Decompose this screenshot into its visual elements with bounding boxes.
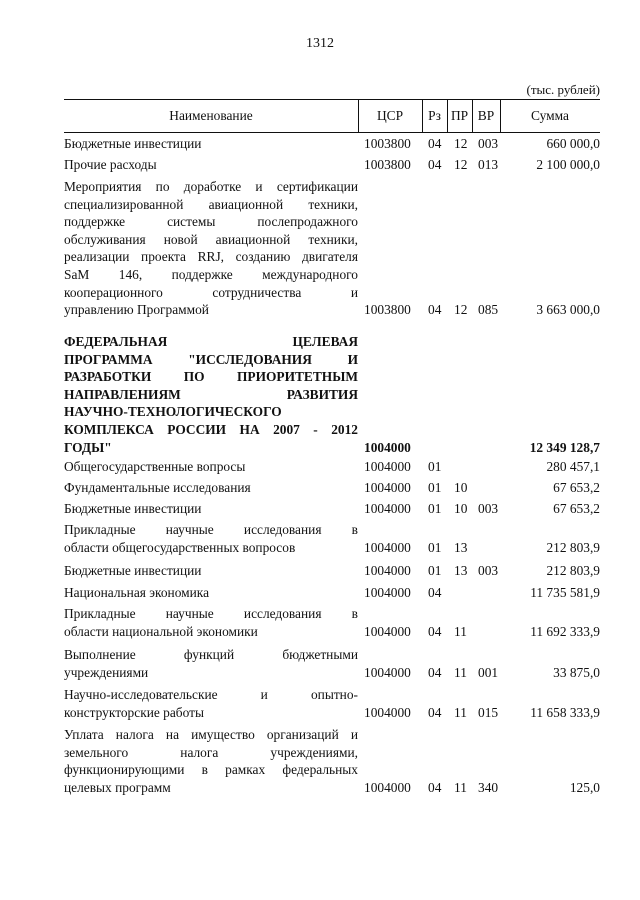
row-name-line: реализации проекта RRJ, созданию двигателя	[64, 249, 358, 265]
row-csr: 1004000	[364, 539, 411, 555]
row-name-line: Уплата налога на имущество организаций и	[64, 727, 358, 742]
header-csr: ЦСР	[376, 108, 404, 123]
row-name-line: области национальной экономики	[64, 623, 258, 639]
row-sum: 212 803,9	[546, 539, 600, 555]
row-name-line: Прикладные научные исследования в	[64, 522, 358, 537]
row-name	[64, 178, 358, 319]
row-vr: 001	[478, 664, 499, 680]
row-sum: 33 875,0	[553, 664, 600, 680]
row-sum: 280 457,1	[546, 459, 600, 474]
row-name-line: ФЕДЕРАЛЬНАЯ ЦЕЛЕВАЯ	[64, 334, 358, 349]
table-row	[64, 646, 600, 681]
row-csr: 1004000	[364, 704, 411, 720]
row-sum: 125,0	[569, 779, 600, 795]
row-csr: 1004000	[364, 459, 411, 474]
row-rz: 01	[428, 563, 442, 578]
row-pr: 10	[454, 501, 468, 516]
row-name	[64, 686, 358, 721]
row-vr: 003	[478, 563, 499, 578]
table-header	[64, 99, 600, 133]
row-csr: 1003800	[364, 136, 411, 151]
row-csr: 1003800	[364, 157, 411, 172]
row-name-line: кооперационного сотрудничества и	[64, 284, 358, 300]
row-csr: 1004000	[364, 623, 411, 639]
row-name-line: обслуживания новой авиационной техники,	[64, 231, 358, 247]
row-sum: 67 653,2	[553, 501, 600, 516]
row-sum: 11 692 333,9	[530, 623, 600, 639]
row-sum: 67 653,2	[553, 480, 600, 495]
row-name	[64, 726, 358, 796]
row-name	[64, 605, 358, 640]
row-name	[64, 333, 358, 456]
row-pr: 11	[454, 779, 467, 795]
row-name-line: Общегосударственные вопросы	[64, 459, 246, 474]
table-row	[64, 333, 600, 456]
row-name	[64, 135, 358, 153]
row-vr: 085	[478, 302, 499, 318]
units-label: (тыс. рублей)	[526, 82, 600, 97]
row-sum: 3 663 000,0	[536, 302, 600, 318]
row-name-line: Прочие расходы	[64, 157, 157, 172]
row-name-line: учреждениями	[64, 664, 149, 680]
row-rz: 04	[428, 704, 442, 720]
header-vr: ВР	[477, 108, 495, 123]
row-pr: 12	[454, 302, 468, 318]
page-number: 1312	[306, 36, 334, 51]
row-pr: 11	[454, 623, 467, 639]
row-csr: 1004000	[364, 585, 411, 600]
row-name-line: специализированной авиационной техники,	[64, 196, 358, 212]
row-sum: 11 658 333,9	[530, 704, 600, 720]
row-pr: 11	[454, 704, 467, 720]
row-name	[64, 500, 358, 518]
row-name-line: Мероприятия по доработке и сертификации	[64, 179, 358, 194]
row-name	[64, 584, 358, 602]
row-vr: 003	[478, 501, 499, 516]
header-rz: Рз	[428, 108, 441, 123]
row-csr: 1004000	[364, 480, 411, 495]
row-name	[64, 646, 358, 681]
header-name: Наименование	[169, 108, 253, 123]
row-name	[64, 521, 358, 556]
row-name-line: Прикладные научные исследования в	[64, 606, 358, 621]
row-vr: 015	[478, 704, 499, 720]
row-name-line: Бюджетные инвестиции	[64, 501, 202, 516]
row-name-line: конструкторские работы	[64, 704, 204, 720]
table-row	[64, 521, 600, 556]
row-sum: 11 735 581,9	[530, 585, 600, 600]
header-sum: Сумма	[531, 108, 569, 123]
row-name-line: ПРОГРАММА "ИССЛЕДОВАНИЯ И	[64, 351, 358, 367]
row-vr: 340	[478, 779, 499, 795]
table-row	[64, 562, 600, 580]
row-name-line: РАЗРАБОТКИ ПО ПРИОРИТЕТНЫМ	[64, 369, 358, 385]
table-row	[64, 726, 600, 796]
row-rz: 01	[428, 480, 442, 495]
row-rz: 01	[428, 539, 442, 555]
row-rz: 01	[428, 501, 442, 516]
row-sum: 12 349 128,7	[529, 439, 600, 455]
table-row	[64, 500, 600, 518]
row-csr: 1004000	[364, 664, 411, 680]
row-pr: 10	[454, 480, 468, 495]
row-vr: 013	[478, 157, 499, 172]
row-name-line: КОМПЛЕКСА РОССИИ НА 2007 - 2012	[64, 421, 358, 437]
header-pr: ПР	[450, 108, 469, 123]
row-name-line: ГОДЫ"	[64, 439, 112, 455]
row-csr: 1004000	[364, 563, 411, 578]
row-rz: 04	[428, 779, 442, 795]
row-name-line: поддержке системы послепродажного	[64, 214, 358, 230]
table-row	[64, 584, 600, 602]
row-csr: 1004000	[364, 501, 411, 516]
row-pr: 13	[454, 563, 468, 578]
row-rz: 04	[428, 623, 442, 639]
row-pr: 13	[454, 539, 468, 555]
row-name-line: функционирующими в рамках федеральных	[64, 762, 358, 778]
row-csr: 1004000	[364, 439, 411, 455]
row-sum: 2 100 000,0	[536, 157, 600, 172]
row-name-line: области общегосударственных вопросов	[64, 539, 296, 555]
row-csr: 1003800	[364, 302, 411, 318]
row-pr: 12	[454, 136, 468, 151]
row-name-line: Бюджетные инвестиции	[64, 563, 202, 578]
row-rz: 01	[428, 459, 442, 474]
row-name-line: SaM 146, поддержке международного	[64, 266, 358, 282]
table-row	[64, 458, 600, 476]
row-name-line: Фундаментальные исследования	[64, 480, 251, 495]
table-row	[64, 156, 600, 174]
table-row	[64, 479, 600, 497]
row-name-line: целевых программ	[64, 779, 171, 795]
row-name-line: земельного налога учреждениями,	[64, 744, 358, 760]
row-name	[64, 479, 358, 497]
row-name-line: Национальная экономика	[64, 585, 210, 600]
row-name-line: НАПРАВЛЕНИЯМ РАЗВИТИЯ	[64, 386, 358, 402]
table-row	[64, 178, 600, 319]
row-name	[64, 458, 358, 476]
row-rz: 04	[428, 585, 442, 600]
row-name-line: Выполнение функций бюджетными	[64, 647, 358, 662]
row-name	[64, 562, 358, 580]
row-pr: 11	[454, 664, 467, 680]
row-sum: 212 803,9	[546, 563, 600, 578]
row-pr: 12	[454, 157, 468, 172]
row-name	[64, 156, 358, 174]
row-name-line: НАУЧНО-ТЕХНОЛОГИЧЕСКОГО	[64, 404, 282, 420]
row-name-line: управлению Программой	[64, 302, 209, 318]
row-rz: 04	[428, 302, 442, 318]
row-rz: 04	[428, 664, 442, 680]
table-row	[64, 135, 600, 153]
table-row	[64, 605, 600, 640]
row-name-line: Научно-исследовательские и опытно-	[64, 687, 358, 702]
row-sum: 660 000,0	[546, 136, 600, 151]
row-csr: 1004000	[364, 779, 411, 795]
table-row	[64, 686, 600, 721]
row-name-line: Бюджетные инвестиции	[64, 136, 202, 151]
row-rz: 04	[428, 157, 442, 172]
row-vr: 003	[478, 136, 499, 151]
row-rz: 04	[428, 136, 442, 151]
